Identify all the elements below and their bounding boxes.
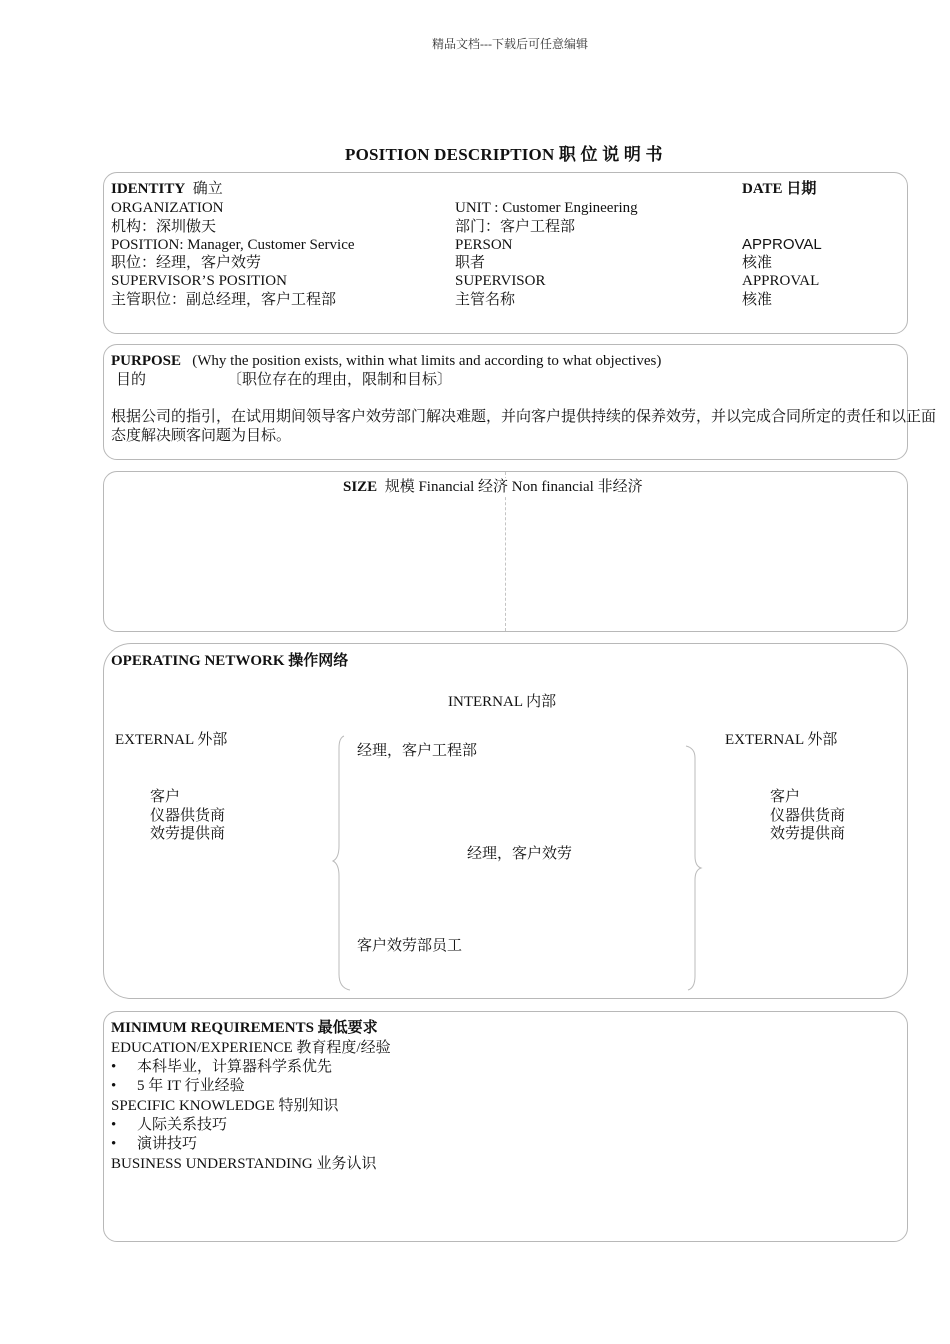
knowledge-item xyxy=(111,1116,227,1135)
education-label: EDUCATION/EXPERIENCE 教育程度/经验 xyxy=(111,1040,391,1056)
approval-label-1: APPROVAL xyxy=(742,236,822,253)
position-label: POSITION: Manager, Customer Service xyxy=(111,237,355,253)
list-item: 效劳提供商 xyxy=(770,826,846,842)
list-item: 效劳提供商 xyxy=(150,826,226,842)
education-item xyxy=(111,1077,245,1096)
purpose-heading-cn: 目的 xyxy=(116,372,147,388)
external-left-heading: EXTERNAL 外部 xyxy=(115,732,228,748)
network-heading: OPERATING NETWORK 操作网络 xyxy=(111,653,349,669)
bullet-icon: • xyxy=(111,1136,117,1152)
requirements-heading: MINIMUM REQUIREMENTS 最低要求 xyxy=(111,1020,378,1036)
knowledge-item xyxy=(111,1135,197,1154)
supervisor-label: SUPERVISOR xyxy=(455,273,546,289)
date-heading-cn: 日期 xyxy=(786,181,817,197)
education-item-text: 本科毕业，计算器科学系优先 xyxy=(137,1059,333,1075)
right-brace-icon xyxy=(684,744,704,992)
supervisor-position-value: 主管职位：副总经理，客户工程部 xyxy=(111,292,337,308)
person-label: PERSON xyxy=(455,237,513,253)
purpose-heading: PURPOSE xyxy=(111,353,182,369)
size-heading: SIZE xyxy=(343,479,378,495)
bullet-icon: • xyxy=(111,1059,117,1075)
internal-bottom: 客户效劳部员工 xyxy=(357,938,463,954)
supervisor-value: 主管名称 xyxy=(455,292,516,308)
person-value: 职者 xyxy=(455,255,486,271)
internal-top: 经理，客户工程部 xyxy=(357,743,478,759)
approval-value-1: 核准 xyxy=(742,255,773,271)
position-value: 职位：经理，客户效劳 xyxy=(111,255,262,271)
approval-value-2: 核准 xyxy=(742,292,773,308)
left-brace-icon xyxy=(330,734,350,992)
knowledge-item-text: 人际关系技巧 xyxy=(137,1117,228,1133)
purpose-note-cn: 〔职位存在的理由，限制和目标〕 xyxy=(227,372,453,388)
list-item: 客户 xyxy=(770,789,801,805)
header-note: 精品文档---下载后可任意编辑 xyxy=(432,37,588,51)
external-right-heading: EXTERNAL 外部 xyxy=(725,732,838,748)
external-left-list xyxy=(150,788,225,844)
list-item: 仪器供货商 xyxy=(150,807,226,824)
internal-heading: INTERNAL 内部 xyxy=(448,694,557,710)
external-right-list xyxy=(770,788,845,844)
identity-heading xyxy=(111,180,223,199)
approval-label-2: APPROVAL xyxy=(742,273,820,289)
education-item xyxy=(111,1058,332,1077)
organization-label: ORGANIZATION xyxy=(111,200,224,216)
bullet-icon: • xyxy=(111,1078,117,1094)
purpose-heading-line xyxy=(111,352,661,371)
business-label: BUSINESS UNDERSTANDING 业务认识 xyxy=(111,1156,377,1172)
knowledge-label: SPECIFIC KNOWLEDGE 特别知识 xyxy=(111,1098,339,1114)
identity-heading-cn: 确立 xyxy=(192,181,223,197)
internal-mid: 经理，客户效劳 xyxy=(467,846,573,862)
list-item: 仪器供货商 xyxy=(770,807,846,824)
size-heading-line xyxy=(343,478,645,497)
organization-value: 机构：深圳傲天 xyxy=(111,219,217,235)
date-heading xyxy=(742,180,816,199)
knowledge-item-text: 演讲技巧 xyxy=(137,1136,198,1152)
bullet-icon: • xyxy=(111,1117,117,1133)
list-item: 客户 xyxy=(150,789,181,805)
page-title: POSITION DESCRIPTION 职 位 说 明 书 xyxy=(345,145,663,164)
unit-label: UNIT : Customer Engineering xyxy=(455,200,638,216)
supervisor-position-label: SUPERVISOR’S POSITION xyxy=(111,273,287,289)
identity-heading-en: IDENTITY xyxy=(111,181,186,197)
date-heading-en: DATE xyxy=(742,181,783,197)
education-item-text: 5 年 IT 行业经验 xyxy=(137,1078,245,1094)
size-heading-rest: 规模 Financial 经济 Non financial 非经济 xyxy=(384,479,643,495)
purpose-heading-note: (Why the position exists, within what limits and according to what objectives) xyxy=(192,353,662,369)
purpose-body: 根据公司的指引，在试用期间领导客户效劳部门解决难题，并向客户提供持续的保养效劳，并以完成合同所定的责任和以正面态度解决顾客问题为目标。 xyxy=(111,409,937,444)
unit-value: 部门：客户工程部 xyxy=(455,219,576,235)
